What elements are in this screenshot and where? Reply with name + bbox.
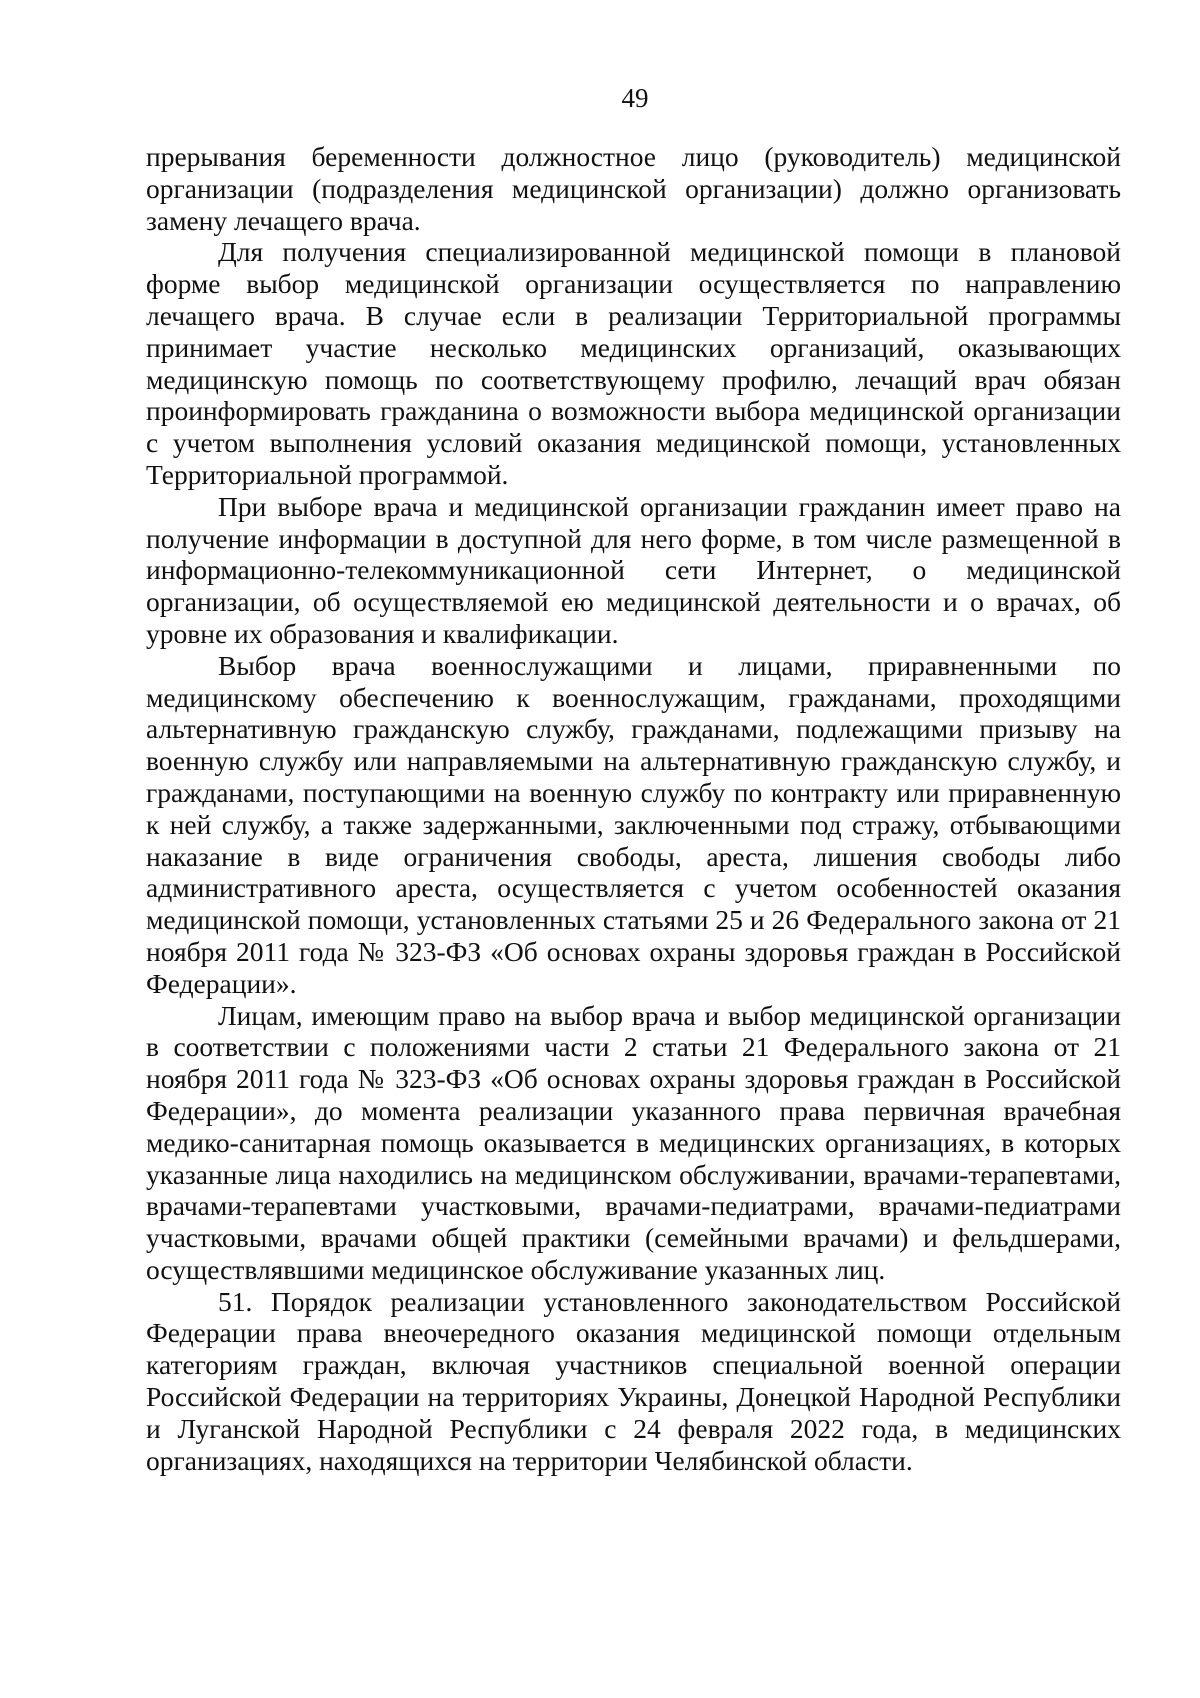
paragraph-continuation: прерывания беременности должностное лицо (руководитель) медицинской организации (подразделения медицинской организации) должно организовать замену лечащего врача.	[146, 141, 1121, 236]
paragraph-military-choice: Выбор врача военнослужащими и лицами, приравненными по медицинскому обеспечению к военнослужащим, гражданами, проходящими альтернативную гражданскую службу, гражданами, подлежащими призыву на военную службу или направляемыми на альтернативную гражданскую службу, и гражданами, поступающими на военную службу по контракту или приравненную к ней службу, а также задержанными, заключенными под стражу, отбывающими наказание в виде ограничения свободы, ареста, лишения свободы либо административного ареста, осуществляется с учетом особенностей оказания медицинской помощи, установленных статьями 25 и 26 Федерального закона от 21 ноября 2011 года № 323-ФЗ «Об основах охраны здоровья граждан в Российской Федерации».	[146, 649, 1121, 999]
document-body	[146, 141, 1121, 1476]
paragraph-primary-care-before-choice: Лицам, имеющим право на выбор врача и выбор медицинской организации в соответствии с положениями части 2 статьи 21 Федерального закона от 21 ноября 2011 года № 323-ФЗ «Об основах охраны здоровья граждан в Российской Федерации», до момента реализации указанного права первичная врачебная медико-санитарная помощь оказывается в медицинских организациях, в которых указанные лица находились на медицинском обслуживании, врачами-терапевтами, врачами-терапевтами участковыми, врачами-педиатрами, врачами-педиатрами участковыми, врачами общей практики (семейными врачами) и фельдшерами, осуществлявшими медицинское обслуживание указанных лиц.	[146, 999, 1121, 1285]
paragraph-specialized-care-choice: Для получения специализированной медицинской помощи в плановой форме выбор медицинской организации осуществляется по направлению лечащего врача. В случае если в реализации Территориальной программы принимает участие несколько медицинских организаций, оказывающих медицинскую помощь по соответствующему профилю, лечащий врач обязан проинформировать гражданина о возможности выбора медицинской организации с учетом выполнения условий оказания медицинской помощи, установленных Территориальной программой.	[146, 236, 1121, 490]
page-number: 49	[621, 83, 649, 113]
paragraph-section-51: 51. Порядок реализации установленного законодательством Российской Федерации права внеочередного оказания медицинской помощи отдельным категориям граждан, включая участников специальной военной операции Российской Федерации на территориях Украины, Донецкой Народной Республики и Луганской Народной Республики с 24 февраля 2022 года, в медицинских организациях, находящихся на территории Челябинской области.	[146, 1285, 1121, 1476]
paragraph-right-to-information: При выборе врача и медицинской организации гражданин имеет право на получение информации в доступной для него форме, в том числе размещенной в информационно-телекоммуникационной сети Интернет, о медицинской организации, об осуществляемой ею медицинской деятельности и о врачах, об уровне их образования и квалификации.	[146, 490, 1121, 649]
